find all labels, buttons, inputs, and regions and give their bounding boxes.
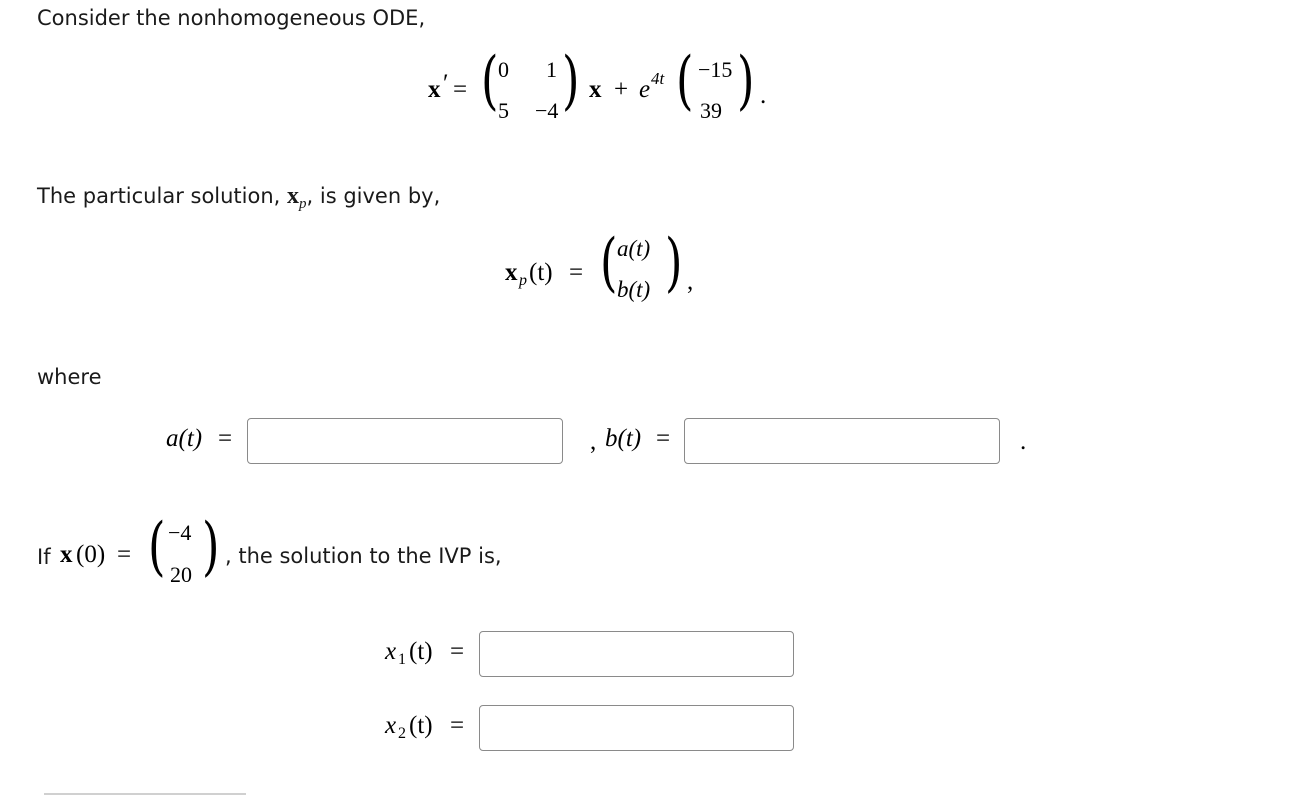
ode-prime: ′ <box>443 70 449 97</box>
matrix-r2c1: 5 <box>498 98 509 123</box>
x1-arg: (t) <box>409 638 433 665</box>
matrix-left-paren: ( <box>481 44 499 118</box>
x1-equals: = <box>450 638 465 665</box>
ode-period: . <box>760 82 767 109</box>
ode-x-term: x <box>589 76 602 103</box>
where-text: where <box>37 365 102 389</box>
matrix-r1c2: 1 <box>546 57 557 82</box>
a-answer-input[interactable] <box>247 418 563 464</box>
ab-separator: , <box>590 428 597 455</box>
x2-answer-input[interactable] <box>479 705 794 751</box>
xp-comma: , <box>687 268 694 295</box>
particular-subscript: p <box>299 196 307 213</box>
ivp-left-paren: ( <box>148 510 166 584</box>
x2-sub: 2 <box>398 725 406 742</box>
vector-right-paren: ) <box>737 44 755 118</box>
exp-power: 4t <box>651 69 665 88</box>
intro-text: Consider the nonhomogeneous ODE, <box>37 6 426 30</box>
matrix-right-paren: ) <box>562 44 580 118</box>
matrix-r2c2: −4 <box>535 98 559 123</box>
ivp-right-paren: ) <box>202 510 220 584</box>
xp-left-paren: ( <box>600 226 618 300</box>
b-answer-input[interactable] <box>684 418 1000 464</box>
ivp-arg: (0) <box>76 541 106 568</box>
b-equals: = <box>656 425 671 452</box>
vector-bottom: 39 <box>700 98 722 123</box>
bottom-divider <box>44 793 246 795</box>
x2-equals: = <box>450 712 465 739</box>
particular-text-before: The particular solution, <box>37 184 281 208</box>
exp-base: e <box>639 76 651 103</box>
x1-label: x <box>385 638 397 665</box>
ode-equals: = <box>453 76 468 103</box>
b-label: b(t) <box>605 425 642 452</box>
xp-arg: (t) <box>529 259 553 286</box>
vector-top: −15 <box>698 57 733 82</box>
a-label: a(t) <box>166 425 203 452</box>
vector-left-paren: ( <box>676 44 694 118</box>
xp-top: a(t) <box>617 236 651 261</box>
ode-lhs-symbol: x <box>428 76 441 103</box>
xp-equals: = <box>569 259 584 286</box>
ivp-bottom: 20 <box>170 562 192 587</box>
ivp-symbol: x <box>60 541 73 568</box>
ode-plus: + <box>614 76 629 103</box>
ivp-text-after: , the solution to the IVP is, <box>225 544 502 568</box>
xp-subscript: p <box>519 272 527 289</box>
x1-sub: 1 <box>398 651 406 668</box>
xp-symbol: x <box>505 259 518 286</box>
x2-arg: (t) <box>409 712 433 739</box>
ab-end-period: . <box>1020 428 1027 455</box>
particular-text-after: , is given by, <box>306 184 441 208</box>
particular-text <box>37 183 440 213</box>
a-equals: = <box>218 425 233 452</box>
ivp-equals: = <box>117 541 132 568</box>
ivp-if: If <box>37 545 51 569</box>
x2-label: x <box>385 712 397 739</box>
matrix-r1c1: 0 <box>498 57 509 82</box>
xp-bottom: b(t) <box>617 277 651 302</box>
particular-symbol: x <box>287 183 300 209</box>
ivp-top: −4 <box>168 520 192 545</box>
xp-right-paren: ) <box>665 226 683 300</box>
x1-answer-input[interactable] <box>479 631 794 677</box>
